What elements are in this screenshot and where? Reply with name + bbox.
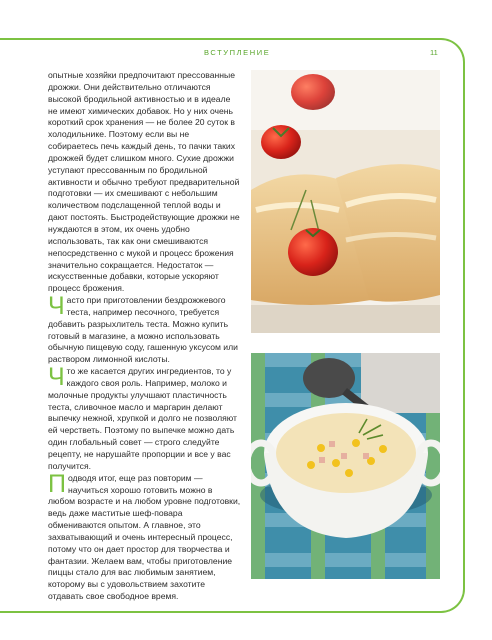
paragraph-3-text: то же касается других ингредиентов, то у каждого своя роль. Например, молоко и молочные продукты улучшают пластичность теста, сливочное масло и маргарин делают выпечку нежной, хрупкой и долго не позволяют ей черстветь. Поэтому по выпечке можно дать один глобальный совет — строго следуйте рецепту, не нарушайте пропорции и все у вас получится. [48, 366, 237, 471]
paragraph-4 [48, 469, 241, 603]
paragraph-2 [48, 292, 241, 366]
page-header [0, 48, 492, 62]
pie-illustration [251, 70, 440, 333]
drop-cap: Ч [48, 292, 65, 321]
page-number: 11 [430, 48, 438, 57]
photo-soup-bowl [251, 353, 440, 579]
drop-cap: Ч [48, 363, 65, 392]
photo-pie-with-tomatoes [251, 70, 440, 333]
soup-illustration [251, 353, 440, 579]
drop-cap: П [48, 469, 66, 498]
paragraph-3 [48, 363, 241, 473]
paragraph-4-text: одводя итог, еще раз повторим — научиться хорошо готовить можно в любом возрасте и на любом уровне подготовки, ведь даже маститые шеф-повара обмениваются опытом. А главное, это захватывающий и очень интересный процесс, потому что он дает простор для творчества и фантазии. Желаем вам, чтобы приготовление пиццы стало для вас любимым занятием, которому вы с удовольствием захотите отдавать свое свободное время. [48, 472, 241, 602]
paragraph-1: опытные хозяйки предпочитают прессованные дрожжи. Они действительно отличаются высокой бродильной активностью и в идеале не имеют химических добавок. Но у них очень короткий срок хранения — не более 20 суток в холодильнике. Поэтому если вы не собираетесь печь каждый день, то пачки таких дрожжей будет слишком много. Сухие дрожжи уступают прессованным по бродильной активности и обычно требуют предварительной подготовки — их смешивают с небольшим количеством подслащенной теплой воды и дают постоять. Быстродействующие дрожжи не нуждаются в этом, их очень удобно использовать, так как они смешиваются непосредственно с мукой и процесс брожения значительно сокращается. Недостаток — искусственные добавки, которые ускоряют процесс брожения. [48, 70, 240, 294]
body-text-column [48, 70, 241, 603]
section-title: ВСТУПЛЕНИЕ [204, 48, 271, 57]
paragraph-2-text: асто при приготовлении бездрожжевого теста, например песочного, требуется добавить разрыхлитель теста. Можно купить готовый в магазине, а можно использовать обычную пищевую соду, гашенную уксусом или раствором лимонной кислоты. [48, 295, 238, 365]
